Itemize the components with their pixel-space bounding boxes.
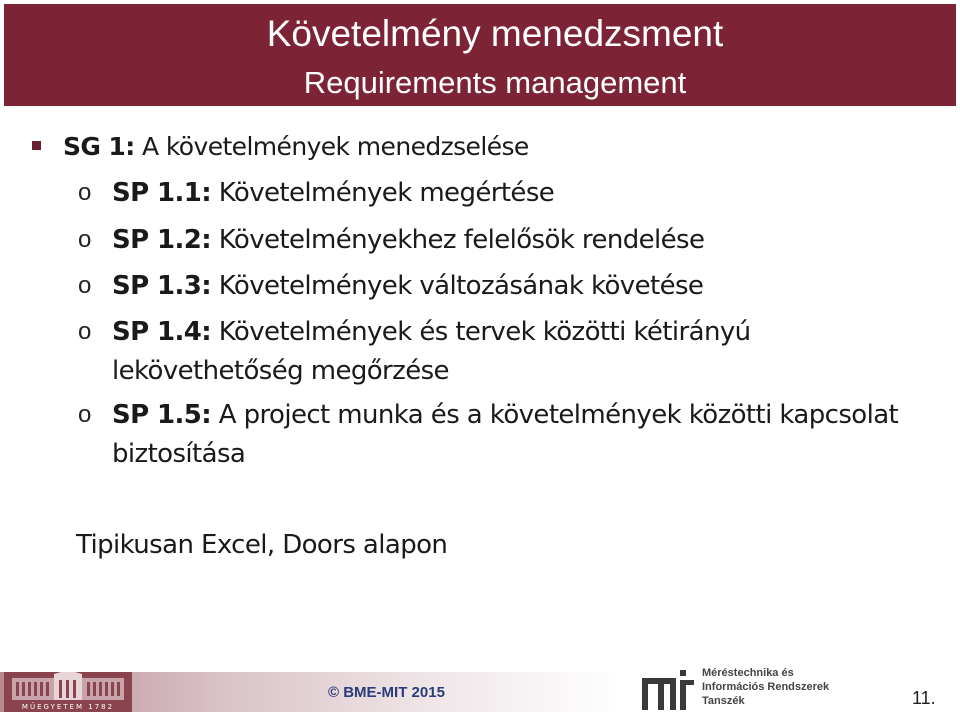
practice-text: Követelmények és tervek közötti kétirányú [211, 317, 751, 347]
circle-bullet-icon: o [78, 318, 92, 345]
page-number: 11. [912, 688, 936, 708]
practice-code: SP 1.3: [112, 271, 212, 301]
goal-text: A követelmények menedzselése [134, 132, 529, 161]
practice-code: SP 1.5: [112, 400, 212, 430]
practice-code: SP 1.1: [112, 178, 212, 208]
practice-code: SP 1.2: [112, 225, 212, 255]
mit-logo-icon [640, 666, 696, 712]
practice-line [112, 270, 703, 302]
practice-continuation: biztosítása [112, 439, 246, 469]
practice-code: SP 1.4: [112, 317, 212, 347]
university-label: MŰEGYETEM 1782 [21, 703, 115, 711]
circle-bullet-icon: o [78, 226, 92, 253]
note-text: Tipikusan Excel, Doors alapon [76, 530, 448, 560]
practice-text: Követelmények változásának követése [211, 271, 704, 301]
square-bullet-icon [32, 141, 41, 150]
circle-bullet-icon: o [78, 401, 92, 428]
practice-line [112, 177, 554, 209]
slide-title: Követelmény menedzsment [266, 13, 724, 54]
goal-code: SG 1: [63, 132, 135, 161]
department-line: Információs Rendszerek [702, 681, 830, 693]
department-line: Méréstechnika és [702, 667, 794, 679]
slide-footer [0, 662, 960, 716]
department-name [702, 666, 829, 708]
practice-line [112, 399, 898, 431]
department-line: Tanszék [702, 695, 745, 707]
university-building-icon [4, 672, 132, 712]
circle-bullet-icon: o [78, 179, 92, 206]
copyright-text: © BME-MIT 2015 [328, 684, 445, 701]
practice-continuation: lekövethetőség megőrzése [112, 356, 449, 386]
slide-title-bar [4, 4, 956, 106]
goal-line [63, 131, 529, 163]
circle-bullet-icon: o [78, 272, 92, 299]
practice-line [112, 224, 704, 256]
slide-subtitle: Requirements management [303, 65, 687, 100]
practice-text: Követelmények megértése [211, 178, 555, 208]
practice-text: Követelményekhez felelősök rendelése [211, 225, 705, 255]
practice-line [112, 316, 751, 348]
practice-text: A project munka és a követelmények közötti kapcsolat [211, 400, 899, 430]
